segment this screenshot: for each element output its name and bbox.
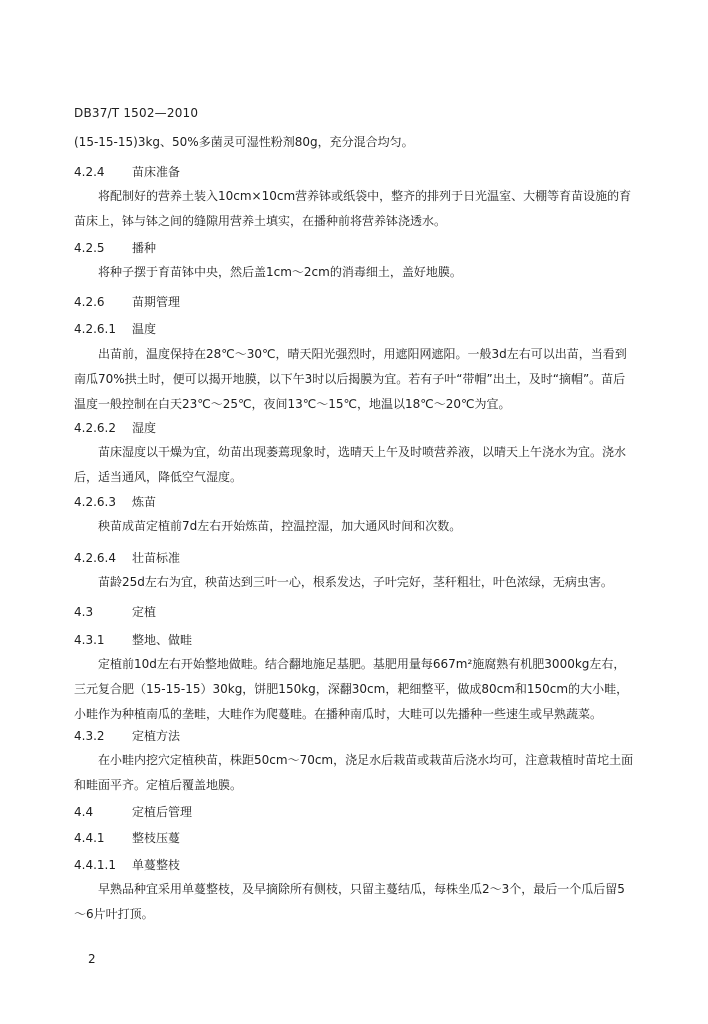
heading-title: 定植后管理 — [132, 805, 193, 819]
standard-code-header: DB37/T 1502—2010 — [74, 106, 199, 120]
page-number: 2 — [88, 952, 96, 966]
heading-4-4-1-1 — [74, 853, 634, 878]
heading-4-3-1 — [74, 628, 634, 653]
heading-4-3 — [74, 600, 634, 625]
heading-title: 苗床准备 — [132, 165, 181, 179]
heading-title: 壮苗标准 — [132, 551, 181, 565]
heading-number: 4.2.6.3 — [74, 495, 116, 509]
heading-title: 整地、做畦 — [132, 633, 193, 647]
paragraph-humidity: 苗床湿度以干燥为宜，幼苗出现萎蔫现象时，选晴天上午及时喷营养液，以晴天上午浇水为宜。浇水后，适当通风，降低空气湿度。 — [74, 445, 627, 484]
heading-number: 4.2.6 — [74, 295, 105, 309]
heading-title: 定植 — [132, 605, 157, 619]
heading-title: 温度 — [132, 322, 157, 336]
heading-number: 4.4.1.1 — [74, 858, 116, 872]
heading-4-2-4 — [74, 160, 634, 185]
heading-title: 单蔓整枝 — [132, 858, 181, 872]
paragraph-planting-method: 在小畦内挖穴定植秧苗，株距50cm～70cm，浇足水后栽苗或栽苗后浇水均可，注意栽植时苗坨土面和畦面平齐。定植后覆盖地膜。 — [74, 753, 634, 792]
heading-number: 4.3 — [74, 605, 94, 619]
paragraph-temperature: 出苗前，温度保持在28℃～30℃，晴天阳光强烈时，用遮阳网遮阳。一般3d左右可以出苗，当看到南瓜70%拱土时，便可以揭开地膜，以下午3时以后揭膜为宜。若有子叶“带帽”出土，及时“摘帽”。苗后温度一般控制在白天23℃～25℃，夜间13℃～15℃，地温以18℃～20℃为宜。 — [74, 347, 627, 411]
heading-title: 整枝压蔓 — [132, 831, 181, 845]
heading-number: 4.2.6.2 — [74, 421, 116, 435]
heading-number: 4.3.2 — [74, 729, 105, 743]
paragraph-seedling-standard: 苗龄25d左右为宜，秧苗达到三叶一心，根系发达，子叶完好，茎秆粗壮，叶色浓绿，无病虫害。 — [98, 575, 613, 589]
heading-number: 4.3.1 — [74, 633, 105, 647]
paragraph-land-prep: 定植前10d左右开始整地做畦。结合翻地施足基肥。基肥用量每667m²施腐熟有机肥3000kg左右，三元复合肥（15-15-15）30kg，饼肥150kg，深翻30cm，耙细整平，做成80cm和150cm的大小畦，小畦作为种植南瓜的垄畦，大畦作为爬蔓畦。在播种南瓜时，大畦可以先播种一些速生或早熟蔬菜。 — [74, 657, 629, 721]
paragraph-hardening: 秧苗成苗定植前7d左右开始炼苗，控温控湿，加大通风时间和次数。 — [98, 519, 462, 533]
heading-4-3-2 — [74, 724, 634, 749]
heading-4-4-1 — [74, 826, 634, 851]
heading-4-2-5 — [74, 236, 634, 261]
heading-4-2-6-2 — [74, 416, 634, 441]
heading-number: 4.4 — [74, 805, 94, 819]
heading-4-4 — [74, 800, 634, 825]
paragraph-fertilizer-mix: (15-15-15)3kg、50%多菌灵可湿性粉剂80g，充分混合均匀。 — [74, 135, 414, 149]
heading-title: 播种 — [132, 241, 157, 255]
heading-4-2-6 — [74, 290, 634, 315]
paragraph-sowing: 将种子摆于育苗钵中央，然后盖1cm～2cm的消毒细土，盖好地膜。 — [98, 265, 462, 279]
heading-number: 4.2.6.1 — [74, 322, 116, 336]
paragraph-seedbed: 将配制好的营养土装入10cm×10cm营养钵或纸袋中，整齐的排列于日光温室、大棚等育苗设施的育苗床上，钵与钵之间的缝隙用营养土填实，在播种前将营养钵浇透水。 — [74, 189, 632, 228]
heading-title: 定植方法 — [132, 729, 181, 743]
heading-4-2-6-3 — [74, 490, 634, 515]
heading-title: 湿度 — [132, 421, 157, 435]
heading-number: 4.2.6.4 — [74, 551, 116, 565]
heading-number: 4.4.1 — [74, 831, 105, 845]
paragraph-single-vine-pruning: 早熟品种宜采用单蔓整枝，及早摘除所有侧枝，只留主蔓结瓜，每株坐瓜2～3个，最后一个瓜后留5～6片叶打顶。 — [74, 882, 625, 921]
heading-number: 4.2.4 — [74, 165, 105, 179]
heading-number: 4.2.5 — [74, 241, 105, 255]
heading-4-2-6-1 — [74, 317, 634, 342]
heading-title: 炼苗 — [132, 495, 157, 509]
heading-title: 苗期管理 — [132, 295, 181, 309]
heading-4-2-6-4 — [74, 546, 634, 571]
